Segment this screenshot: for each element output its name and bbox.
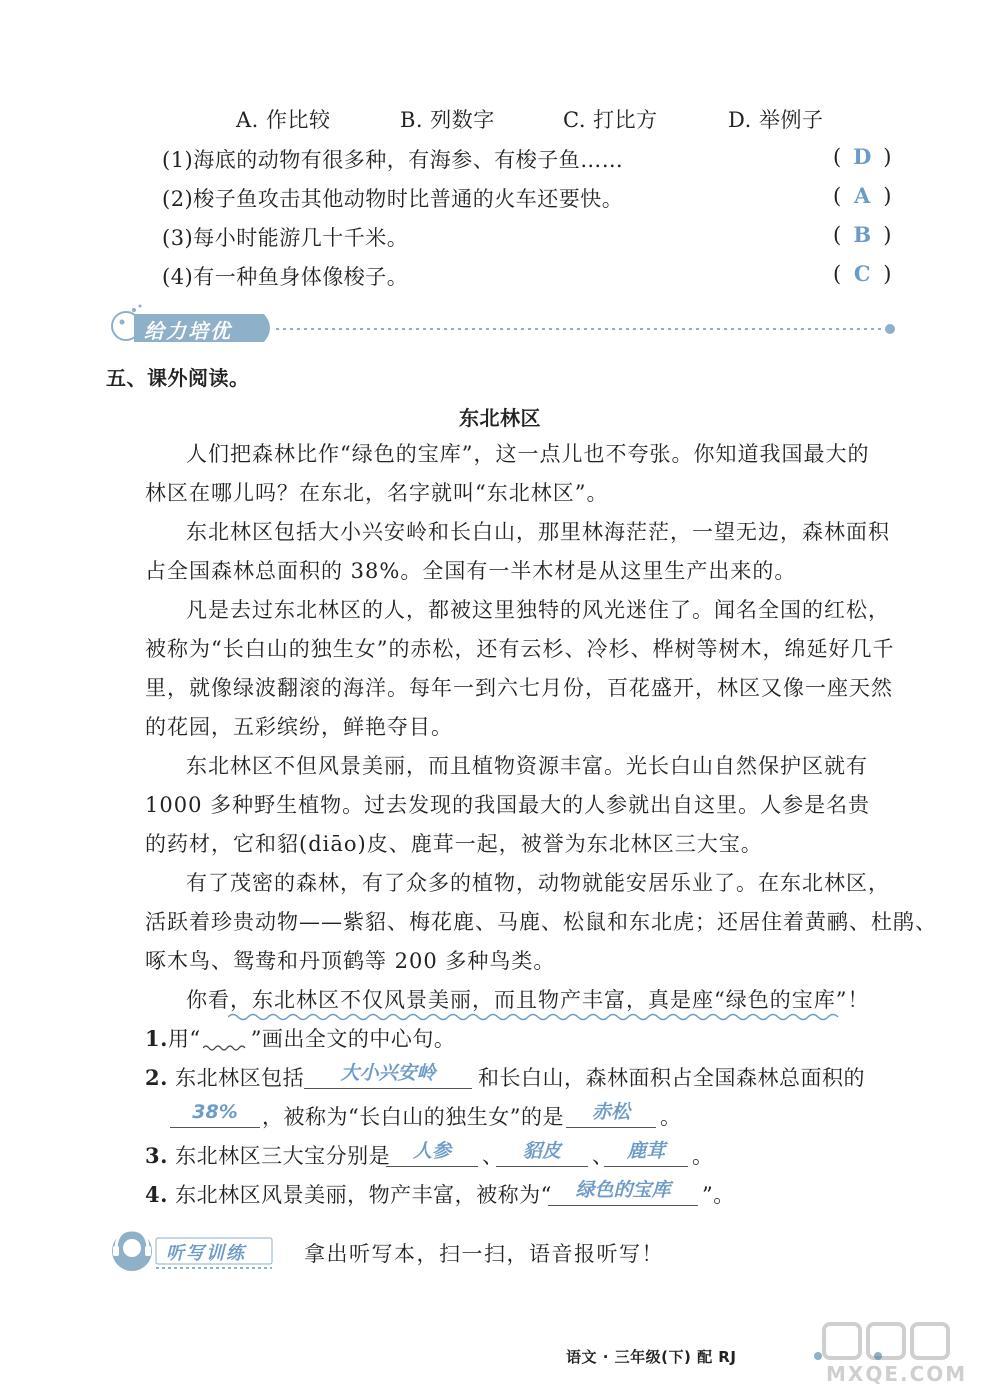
- watermark-text: MXQE.COM: [826, 1362, 968, 1386]
- p2-line2: 占全国森林总面积的 38%。全国有一半木材是从这里生产出来的。: [145, 559, 797, 583]
- p5-line1: 有了茂密的森林，有了众多的植物，动物就能安居乐业了。在东北林区，: [186, 871, 890, 895]
- answer-range: 大小兴安岭: [304, 1058, 472, 1089]
- item-1: (1)海底的动物有很多种，有海参、有梭子鱼……: [162, 148, 624, 172]
- banner: [104, 300, 904, 350]
- p4-line2: 1000 多种野生植物。过去发现的我国最大的人参就出自这里。人参是名贵: [145, 793, 871, 817]
- answer-sable: 貂皮: [496, 1136, 588, 1167]
- option-d: D. 举例子: [728, 108, 824, 132]
- listening-badge: [104, 1224, 304, 1278]
- answer-1: ( D ): [833, 144, 892, 169]
- p3-line2: 被称为“长白山的独生女”的赤松，还有云杉、冷杉、桦树等树木，绵延好几千: [145, 637, 895, 661]
- question-2-part3: ，被称为“长白山的独生女”的是: [262, 1105, 564, 1129]
- question-1: 1.用“ ”画出全文的中心句。: [145, 1026, 456, 1051]
- listening-text: 拿出听写本，扫一扫，语音报听写！: [304, 1242, 664, 1266]
- p4-line3: 的药材，它和貂(diāo)皮、鹿茸一起，被誉为东北林区三大宝。: [145, 832, 763, 856]
- q3-end: 。: [692, 1144, 714, 1168]
- p3-line1: 凡是去过东北林区的人，都被这里独特的风光迷住了。闻名全国的红松，: [186, 598, 890, 622]
- question-2-end: 。: [660, 1105, 682, 1129]
- q4-end: ”。: [702, 1183, 735, 1207]
- answer-antler: 鹿茸: [604, 1136, 688, 1167]
- p6-central-sentence: 你看，东北林区不仅风景美丽，而且物产丰富，真是座“绿色的宝库”！: [186, 988, 870, 1012]
- answer-percent: 38%: [170, 1097, 260, 1128]
- answer-4: ( C ): [833, 261, 892, 286]
- question-3: 3. 东北林区三大宝分别是: [145, 1143, 391, 1168]
- option-b: B. 列数字: [400, 108, 495, 132]
- item-4: (4)有一种鱼身体像梭子。: [162, 265, 409, 289]
- answer-treasure: 绿色的宝库: [548, 1175, 698, 1206]
- p3-line4: 的花园，五彩缤纷，鲜艳夺目。: [145, 715, 453, 739]
- question-2-part2: 和长白山，森林面积占全国森林总面积的: [478, 1066, 865, 1090]
- p1-line1: 人们把森林比作“绿色的宝库”，这一点儿也不夸张。你知道我国最大的: [186, 442, 870, 466]
- q3-sep-2: 、: [592, 1144, 614, 1168]
- answer-3: ( B ): [833, 222, 892, 247]
- footer-text: 语文 · 三年级(下) 配 RJ: [566, 1348, 737, 1366]
- watermark-logo: [820, 1320, 990, 1390]
- article-title: 东北林区: [459, 406, 541, 430]
- p5-line2: 活跃着珍贵动物——紫貂、梅花鹿、马鹿、松鼠和东北虎；还居住着黄鹂、杜鹃、: [145, 910, 937, 934]
- wavy-underline: [228, 1012, 848, 1022]
- question-4: 4. 东北林区风景美丽，物产丰富，被称为“: [145, 1182, 552, 1207]
- listening-label: 听写训练: [166, 1243, 246, 1264]
- option-a: A. 作比较: [236, 108, 331, 132]
- answer-2: ( A ): [833, 183, 892, 208]
- option-c: C. 打比方: [563, 108, 658, 132]
- answer-pine: 赤松: [566, 1097, 656, 1128]
- question-2-part1: 2. 东北林区包括: [145, 1065, 305, 1090]
- p1-line2: 林区在哪儿吗？在东北，名字就叫“东北林区”。: [145, 481, 609, 505]
- p2-line1: 东北林区包括大小兴安岭和长白山，那里林海茫茫，一望无边，森林面积: [186, 520, 890, 544]
- banner-label: 给力培优: [144, 319, 232, 343]
- q3-sep-1: 、: [482, 1144, 504, 1168]
- wavy-blank: [201, 1026, 251, 1046]
- p3-line3: 里，就像绿波翻滚的海洋。每年一到六七月份，百花盛开，林区又像一座天然: [145, 676, 893, 700]
- p5-line3: 啄木鸟、鸳鸯和丹顶鹤等 200 多种鸟类。: [145, 949, 556, 973]
- section-heading: 五、课外阅读。: [106, 366, 250, 390]
- p4-line1: 东北林区不但风景美丽，而且植物资源丰富。光长白山自然保护区就有: [186, 754, 868, 778]
- item-3: (3)每小时能游几十千米。: [162, 226, 409, 250]
- answer-ginseng: 人参: [386, 1136, 478, 1167]
- item-2: (2)梭子鱼攻击其他动物时比普通的火车还要快。: [162, 187, 624, 211]
